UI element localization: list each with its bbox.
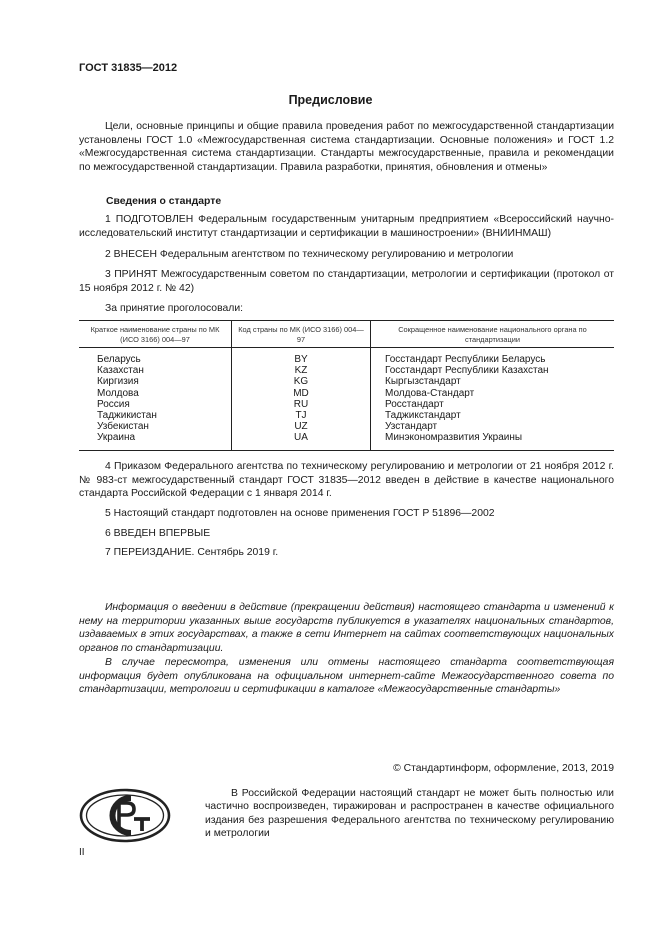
copyright-line: © Стандартинформ, оформление, 2013, 2019 [393, 763, 614, 774]
foreword-title: Предисловие [288, 93, 373, 107]
national-body: Росстандарт [371, 399, 615, 410]
section-title: Сведения о стандарте [106, 196, 222, 207]
country-code: KG [232, 376, 371, 387]
national-body: Минэкономразвития Украины [371, 432, 615, 450]
item-3: 3 ПРИНЯТ Межгосударственным советом по стандартизации, метрологии и сертификации (протокол от 15 ноября 2012 г. № 42) [79, 269, 614, 294]
voted-label: За принятие проголосовали: [105, 303, 244, 314]
national-body: Кыргызстандарт [371, 376, 615, 387]
notice-paragraph-1: Информация о введении в действие (прекращении действия) настоящего стандарта и изменений к нему на территории указанных выше государств публикуется в указателях национальных стандартов, издаваемых в этих государствах, а также в сети Интернет на сайтах соответствующих национальных органов по стандартизации. [79, 602, 614, 654]
table-row [79, 365, 614, 376]
national-body: Госстандарт Республики Казахстан [371, 365, 615, 376]
national-body: Узстандарт [371, 421, 615, 432]
item-2: 2 ВНЕСЕН Федеральным агентством по техническому регулированию и метрологии [105, 249, 514, 260]
reproduction-notice: В Российской Федерации настоящий стандарт не может быть полностью или частично воспроизведен, тиражирован и распространен в качестве официального издания без разрешения Федерального агентства по техническому регулированию и метрологии [205, 788, 614, 840]
country-code: RU [232, 399, 371, 410]
item-6: 6 ВВЕДЕН ВПЕРВЫЕ [105, 528, 211, 539]
item-1: 1 ПОДГОТОВЛЕН Федеральным государственным унитарным предприятием «Всероссийский научно-исследовательский институт стандартизации и сертификации в машиностроении» (ВНИИНМАШ) [79, 214, 614, 239]
table-row [79, 376, 614, 387]
item-7: 7 ПЕРЕИЗДАНИЕ. Сентябрь 2019 г. [105, 547, 279, 558]
document-code: ГОСТ 31835—2012 [79, 62, 178, 74]
country-code: MD [232, 388, 371, 399]
country-name: Казахстан [97, 365, 144, 377]
page-number: II [79, 847, 85, 858]
country-name: Молдова [97, 387, 139, 399]
country-code: TJ [232, 410, 371, 421]
country-name: Украина [79, 432, 232, 450]
member-countries-table [79, 320, 614, 451]
header-country-name: Краткое наименование страны по МК (ИСО 3166) 004—97 [79, 321, 232, 348]
rst-mark-icon [79, 788, 171, 843]
country-name: Таджикистан [97, 410, 157, 422]
item-5: 5 Настоящий стандарт подготовлен на основе применения ГОСТ Р 51896—2002 [105, 508, 495, 519]
table-row [79, 399, 614, 410]
country-name: Киргизия [97, 376, 139, 388]
table-row [79, 432, 614, 450]
country-name: Россия [97, 398, 130, 410]
header-country-code: Код страны по МК (ИСО 3166) 004—97 [232, 321, 371, 348]
national-body: Молдова-Стандарт [371, 388, 615, 399]
item-4: 4 Приказом Федерального агентства по техническому регулированию и метрологии от 21 ноября 2012 г. № 983-ст межгосударственный стандарт ГОСТ 31835—2012 введен в действие в качестве национального стандарта Российской Федерации с 1 января 2014 г. [79, 461, 614, 500]
country-code: UA [232, 432, 371, 450]
header-national-body: Сокращенное наименование национального органа по стандартизации [371, 321, 615, 348]
table-header-row [79, 321, 614, 348]
country-code: UZ [232, 421, 371, 432]
table-row [79, 388, 614, 399]
table-row [79, 348, 614, 366]
country-name: Беларусь [97, 354, 141, 365]
country-code: BY [232, 348, 371, 366]
national-body: Таджикстандарт [371, 410, 615, 421]
foreword-intro: Цели, основные принципы и общие правила проведения работ по межгосударственной стандартизации установлены ГОСТ 1.0 «Межгосударственная система стандартизации. Основные положения» и ГОСТ 1.2 «Межгосударственная система стандартизации. Стандарты межгосударственные, правила и рекомендации по межгосударственной стандартизации. Правила разработки, принятия, обновления и отмены» [79, 121, 614, 173]
notice-paragraph-2: В случае пересмотра, изменения или отмены настоящего стандарта соответствующая информация будет опубликована на официальном интернет-сайте Межгосударственного совета по стандартизации, метрологии и сертификации в каталоге «Межгосударственные стандарты» [79, 657, 614, 696]
country-name: Узбекистан [97, 421, 149, 433]
table-row [79, 410, 614, 421]
country-code: KZ [232, 365, 371, 376]
national-body: Госстандарт Республики Беларусь [371, 348, 615, 366]
table-row [79, 421, 614, 432]
